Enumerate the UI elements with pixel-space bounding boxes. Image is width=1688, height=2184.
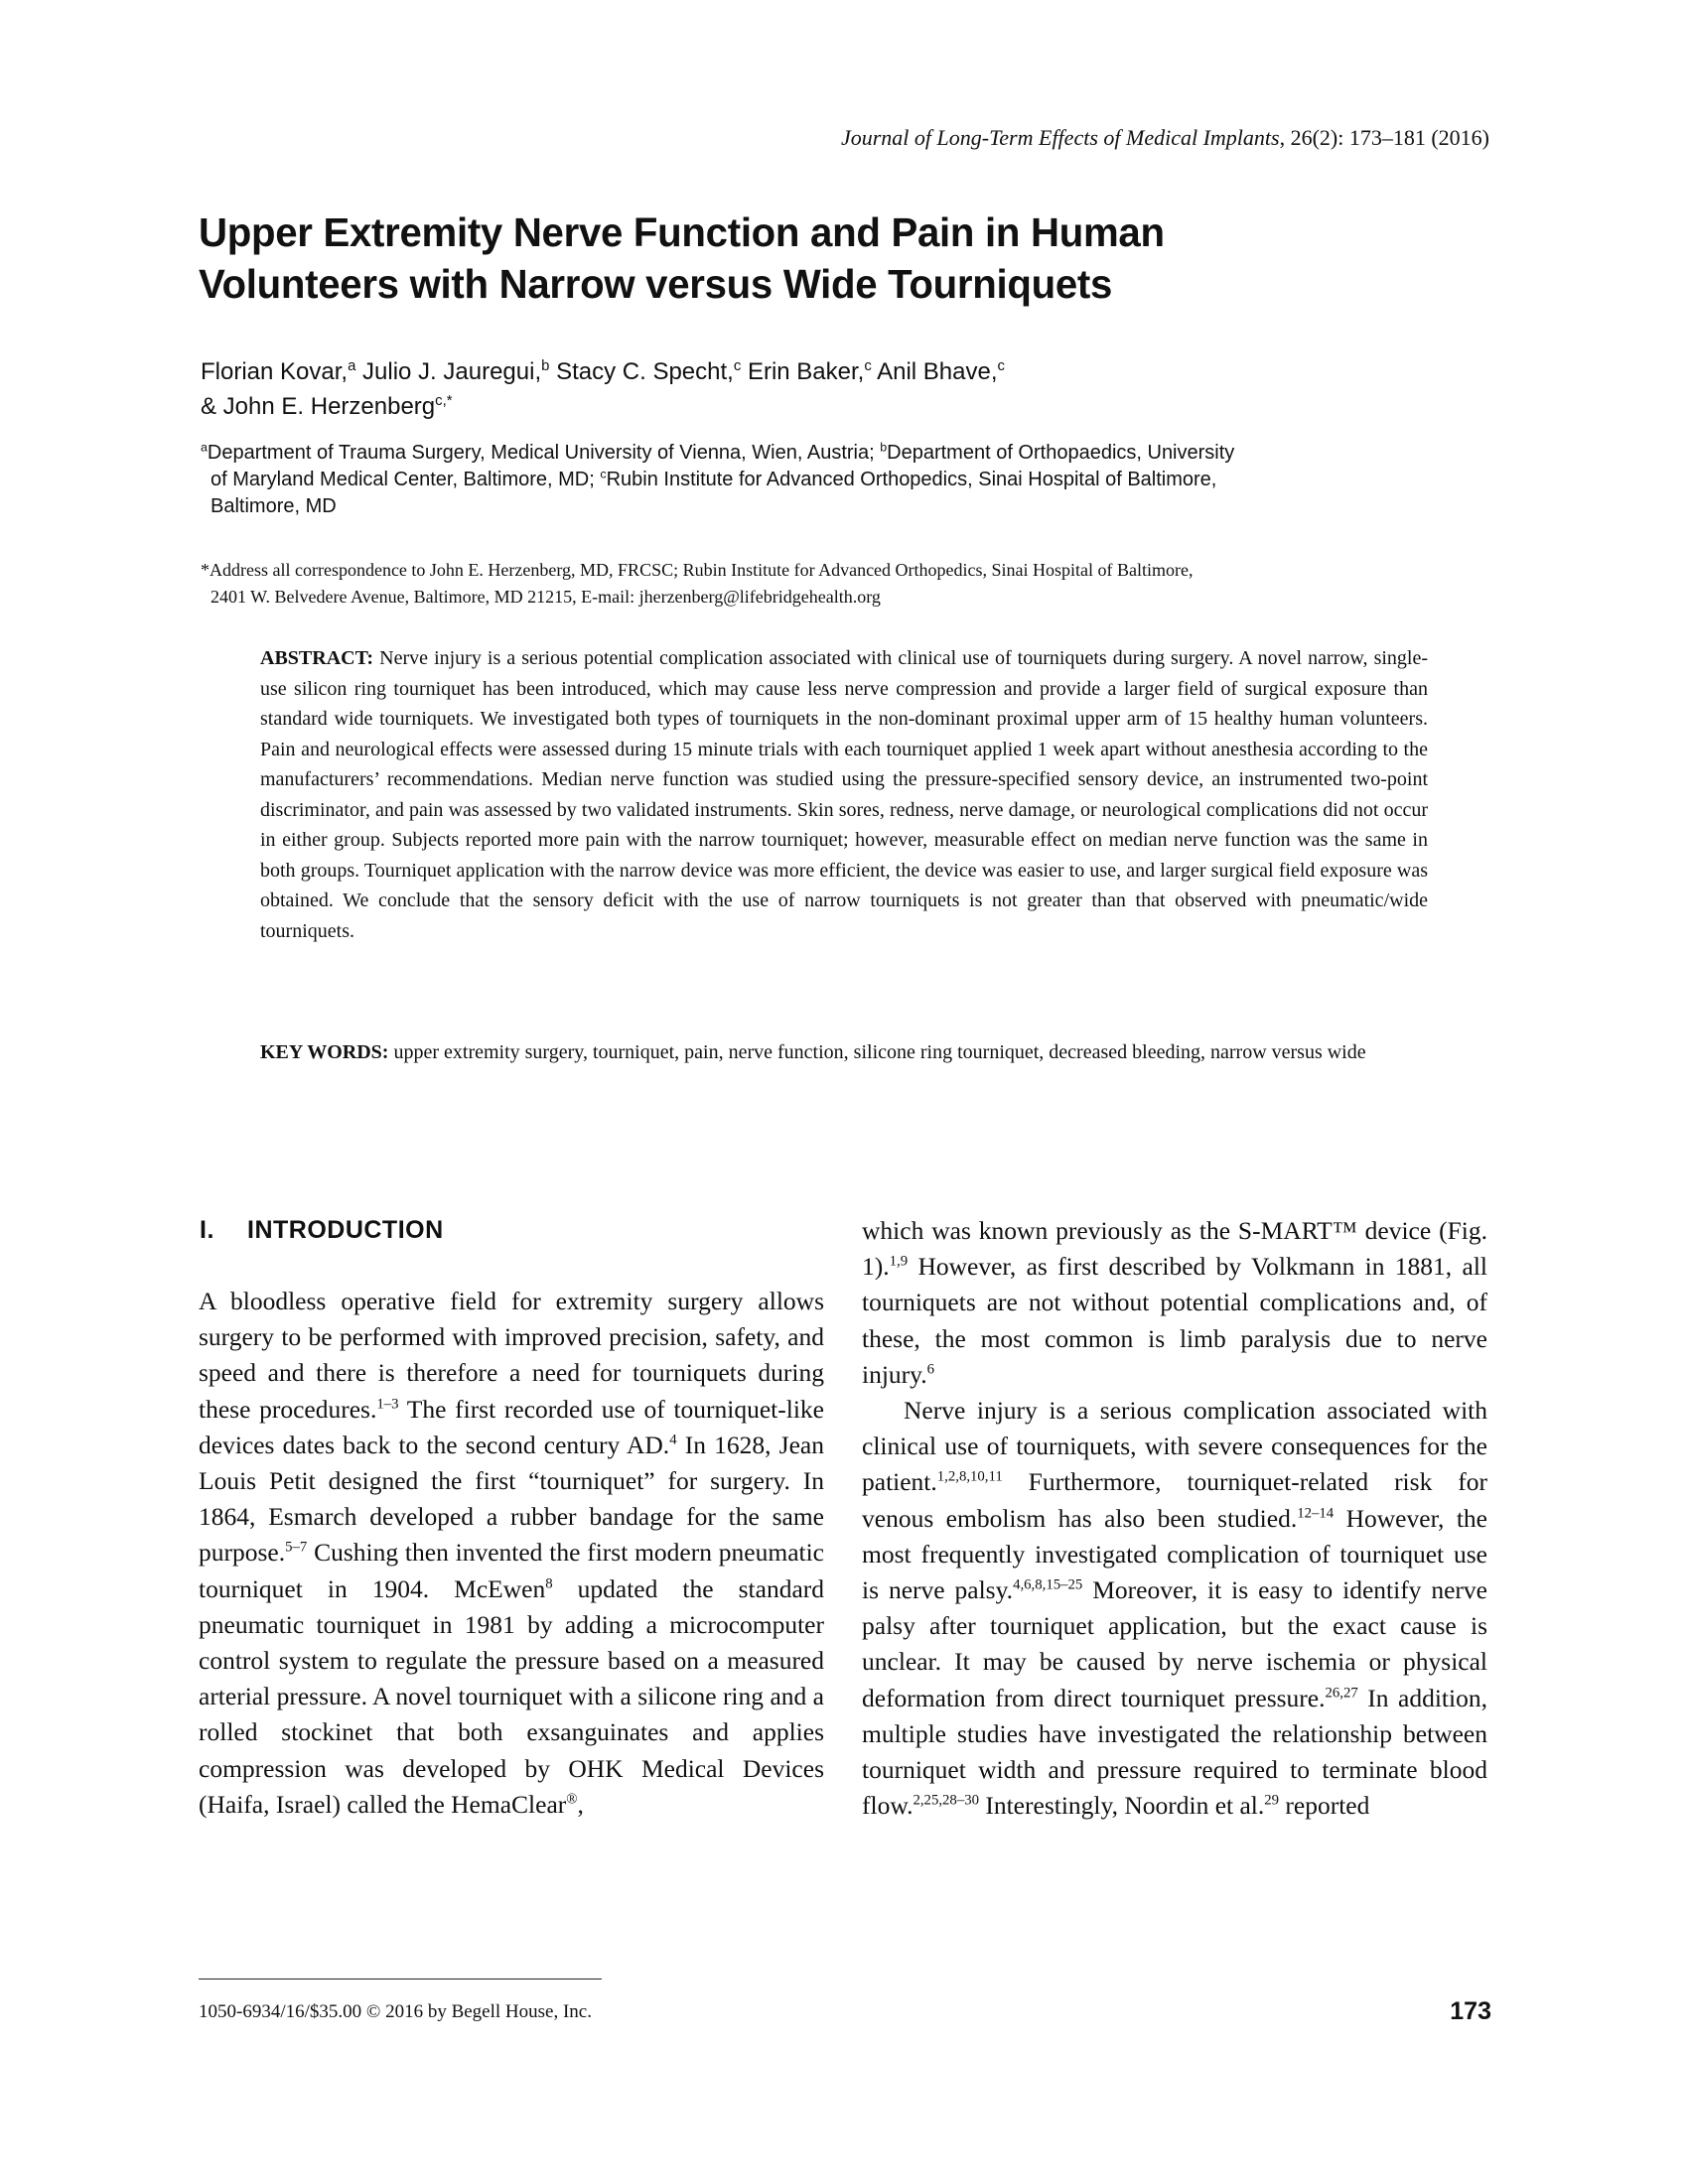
text-run: , bbox=[577, 1789, 584, 1819]
paragraph bbox=[862, 1393, 1487, 1824]
text-run: In 1628, Jean Louis Petit designed the first “tourniquet” for surgery. In 1864, Esmarch developed a rubber bandage for the same purpose. bbox=[199, 1430, 824, 1568]
affiliation-mark: c bbox=[600, 467, 607, 481]
text-run: The first recorded use of tourniquet-like devices dates back to the second century AD. bbox=[199, 1394, 824, 1459]
citation: 2,25,28–30 bbox=[913, 1792, 979, 1809]
title-line-2: Volunteers with Narrow versus Wide Tourniquets bbox=[199, 261, 1113, 307]
affiliation-c: Rubin Institute for Advanced Orthopedics, Sinai Hospital of Baltimore, bbox=[606, 469, 1217, 490]
citation: 4,6,8,15–25 bbox=[1013, 1576, 1083, 1593]
text-run: In addition, multiple studies have investigated the relationship between tourniquet width and pressure required to terminate blood flow. bbox=[862, 1683, 1487, 1821]
affiliation-mark: c bbox=[997, 358, 1005, 374]
affiliation-mark: c bbox=[864, 358, 872, 374]
paragraph bbox=[862, 1213, 1487, 1393]
text-run: However, the most frequently investigated complication of tourniquet use is nerve palsy. bbox=[862, 1503, 1487, 1605]
affiliation-mark: a bbox=[348, 358, 356, 374]
text-run: Cushing then invented the first modern pneumatic tourniquet in 1904. McEwen bbox=[199, 1538, 824, 1603]
correspondence-line-2: 2401 W. Belvedere Avenue, Baltimore, MD 21215, E-mail: jherzenberg@lifebridgehealth.org bbox=[211, 587, 881, 607]
article-title bbox=[199, 206, 1483, 310]
abstract-label: ABSTRACT: bbox=[260, 647, 374, 669]
running-head bbox=[841, 125, 1489, 151]
section-number: I. bbox=[200, 1216, 214, 1244]
keywords-text: upper extremity surgery, tourniquet, pain, nerve function, silicone ring tourniquet, decreased bleeding, narrow versus wide bbox=[388, 1041, 1366, 1063]
paragraph bbox=[199, 1284, 824, 1823]
text-run: Moreover, it is easy to identify nerve palsy after tourniquet application, but the exact cause is unclear. It may be caused by nerve ischemia or physical deformation from direct tourniquet pressure. bbox=[862, 1575, 1487, 1712]
affiliation-b-cont: of Maryland Medical Center, Baltimore, MD; bbox=[211, 469, 601, 490]
author-name: Julio J. Jauregui, bbox=[362, 358, 542, 385]
text-run: Furthermore, tourniquet-related risk for venous embolism has also been studied. bbox=[862, 1467, 1487, 1533]
text-run: However, as first described by Volkmann in 1881, all tourniquets are not without potential complications and, of these, the most common is limb paralysis due to nerve injury. bbox=[862, 1252, 1487, 1389]
affiliation-mark: a bbox=[201, 440, 208, 455]
text-run: updated the standard pneumatic tourniquet in 1981 by adding a microcomputer control system to regulate the pressure based on a measured arterial pressure. A novel tourniquet with a silicone ring and a rolled stockinet that both exsanguinates and applies compression was developed by OHK Medical Devices (Haifa, Israel) called the HemaClear bbox=[199, 1573, 825, 1819]
text-run: reported bbox=[1279, 1791, 1370, 1821]
affiliation-a: Department of Trauma Surgery, Medical University of Vienna, Wien, Austria; bbox=[207, 442, 881, 464]
title-line-1: Upper Extremity Nerve Function and Pain in Human bbox=[199, 209, 1165, 255]
citation: 12–14 bbox=[1297, 1505, 1335, 1522]
citation: 8 bbox=[545, 1575, 553, 1592]
citation: 5–7 bbox=[285, 1539, 308, 1556]
journal-name: Journal of Long-Term Effects of Medical Implants bbox=[840, 125, 1280, 150]
left-column bbox=[199, 1284, 824, 1823]
copyright-line: 1050-6934/16/$35.00 © 2016 by Begell House, Inc. bbox=[199, 2001, 592, 2022]
author-name: & John E. Herzenberg bbox=[201, 393, 436, 420]
author-name: Erin Baker, bbox=[747, 358, 865, 385]
author-name: Florian Kovar, bbox=[201, 358, 349, 385]
citation: 6 bbox=[926, 1361, 935, 1378]
citation: 1,2,8,10,11 bbox=[936, 1468, 1003, 1485]
registered-mark: ® bbox=[566, 1791, 578, 1808]
author-name: Stacy C. Specht, bbox=[556, 358, 734, 385]
citation: 1–3 bbox=[376, 1396, 399, 1413]
abstract bbox=[260, 643, 1428, 946]
keywords-label: KEY WORDS: bbox=[260, 1041, 389, 1063]
citation: 26,27 bbox=[1325, 1685, 1358, 1702]
correspondence-line-1: *Address all correspondence to John E. Herzenberg, MD, FRCSC; Rubin Institute for Advanced Orthopedics, Sinai Hospital of Baltimore, bbox=[201, 560, 1194, 580]
text-run: which was known previously as the S-MART™ device (Fig. 1). bbox=[862, 1216, 1487, 1282]
citation: 29 bbox=[1264, 1792, 1280, 1809]
section-heading bbox=[200, 1216, 444, 1245]
affiliations bbox=[201, 440, 1503, 520]
citation: 1,9 bbox=[889, 1253, 909, 1270]
correspondence bbox=[201, 557, 1491, 611]
section-title: INTRODUCTION bbox=[247, 1216, 444, 1244]
keywords bbox=[260, 1037, 1428, 1068]
text-run: Interestingly, Noordin et al. bbox=[978, 1791, 1265, 1821]
affiliation-mark: b bbox=[880, 440, 888, 455]
citation: 4 bbox=[669, 1432, 677, 1448]
author-list bbox=[201, 354, 1491, 424]
affiliation-b: Department of Orthopaedics, University bbox=[887, 442, 1235, 464]
text-run: A bloodless operative field for extremity surgery allows surgery to be performed with improved precision, safety, and speed and there is therefore a need for tourniquets during these procedures. bbox=[199, 1287, 824, 1424]
volume-pages: , 26(2): 173–181 (2016) bbox=[1279, 125, 1489, 150]
affiliation-mark: c,* bbox=[435, 393, 453, 409]
page-number: 173 bbox=[1450, 1997, 1491, 2025]
author-name: Anil Bhave, bbox=[877, 358, 998, 385]
affiliation-mark: b bbox=[541, 358, 550, 374]
affiliation-mark: c bbox=[733, 358, 742, 374]
abstract-text: Nerve injury is a serious potential complication associated with clinical use of tourniquets during surgery. A novel narrow, single-use silicon ring tourniquet has been introduced, which may cause less nerve compression and provide a larger field of surgical exposure than standard wide tourniquets. We investigated both types of tourniquets in the non-dominant proximal upper arm of 15 healthy human volunteers. Pain and neurological effects were assessed during 15 minute trials with each tourniquet applied 1 week apart without anesthesia according to the manufacturers’ recommendations. Median nerve function was studied using the pressure-specified sensory device, an instrumented two-point discriminator, and pain was assessed by two validated instruments. Skin sores, redness, nerve damage, or neurological complications did not occur in either group. Subjects reported more pain with the narrow tourniquet; however, measurable effect on median nerve function was the same in both groups. Tourniquet application with the narrow device was more efficient, the device was easier to use, and larger surgical field exposure was obtained. We conclude that the sensory deficit with the use of narrow tourniquets is not greater than that observed with pneumatic/wide tourniquets. bbox=[260, 647, 1428, 942]
affiliation-c-cont: Baltimore, MD bbox=[211, 495, 337, 517]
text-run: Nerve injury is a serious complication associated with clinical use of tourniquets, with severe consequences for the patient. bbox=[862, 1396, 1487, 1497]
right-column bbox=[862, 1213, 1487, 1824]
